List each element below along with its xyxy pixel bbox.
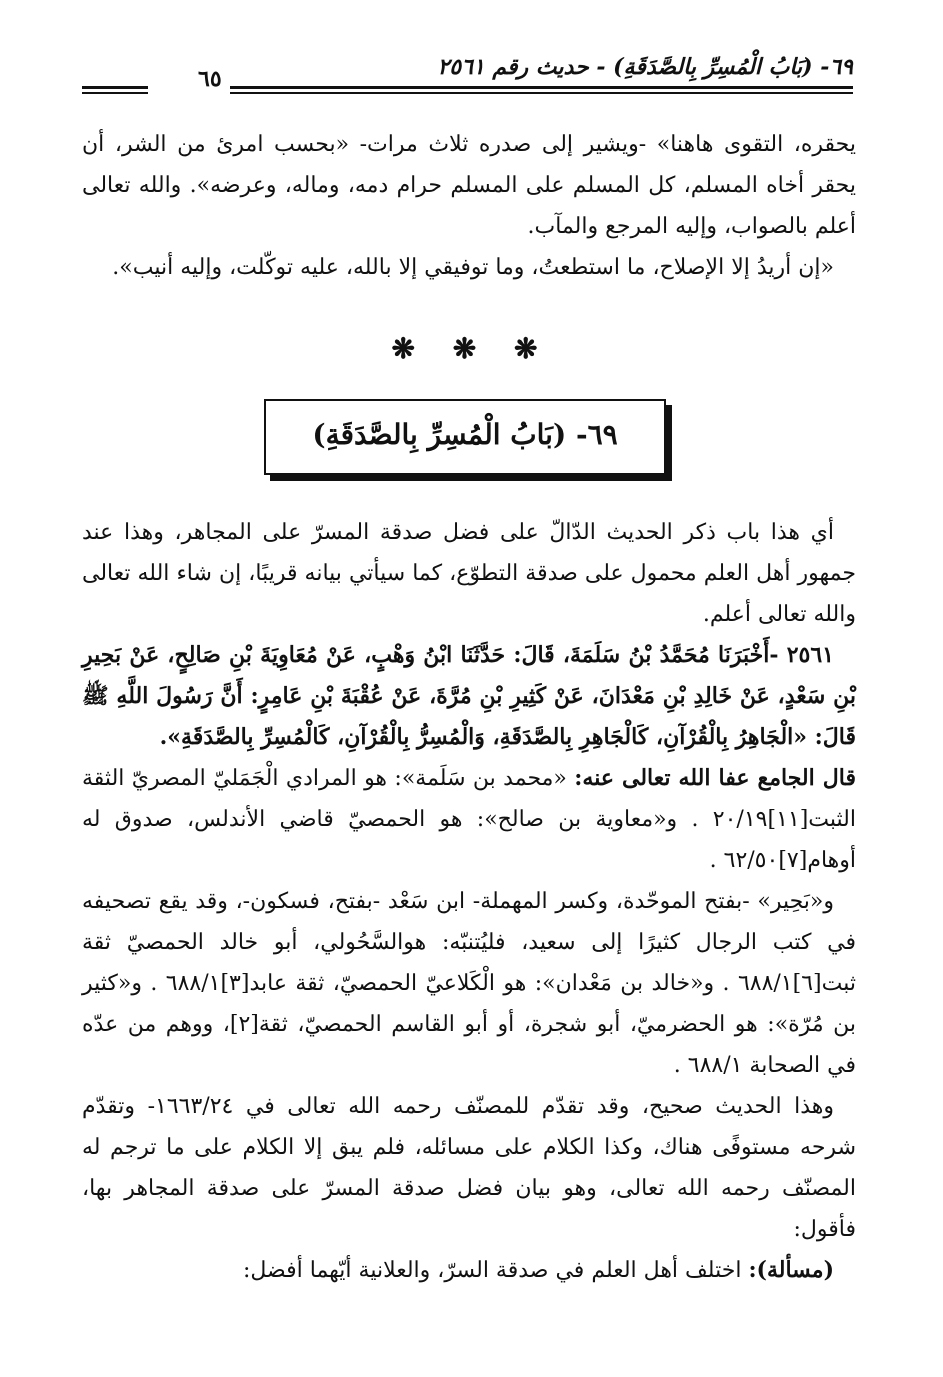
commentary-paragraph-2: و«بَحِير» -بفتح الموحّدة، وكسر المهملة- ابن سَعْد -بفتح، فسكون-، وقد يقع تصحيفه في كتب الرجال كثيرًا إلى سعيد، فليُتنبّه: هوالسَّحُولي، أبو خالد الحمصيّ ثقة ثبت[٦]٦٨٨/١ . و«خالد بن مَعْدان»: هو الْكَلاعيّ الحمصيّ، ثقة عابد[٣]٦٨٨/١ . و«كثير بن مُرّة»: هو الحضرميّ، أبو شجرة، أو أبو القاسم الحمصيّ، ثقة[٢]، ووهم من عدّه في الصحابة ٦٨٨/١ .: [82, 889, 856, 1078]
chapter-title-box: [264, 399, 666, 475]
chapter-body: [82, 512, 856, 1291]
running-title: ٦٩- (بَابُ الْمُسِرِّ بِالصَّدَقَةِ) - حديث رقم ٢٥٦١: [437, 54, 853, 80]
question-lead: (مسألة):: [748, 1257, 834, 1283]
chapter-intro: أي هذا باب ذكر الحديث الدّالّ على فضل صدقة المسرّ على المجاهر، وهذا عند جمهور أهل العلم محمول على صدقة التطوّع، كما سيأتي بيانه قريبًا، إن شاء الله تعالى والله تعالى أعلم.: [82, 520, 856, 627]
closing-supplication: «إن أريدُ إلا الإصلاح، ما استطعتُ، وما توفيقي إلا بالله، عليه توكّلت، وإليه أنيب».: [112, 255, 834, 280]
chapter-title: ٦٩- (بَابُ الْمُسِرِّ بِالصَّدَقَةِ): [312, 418, 618, 451]
section-separator: ❋ ❋ ❋: [391, 332, 552, 365]
commentary-text-1: «محمد بن سَلَمة»: هو المرادي الْجَمَليّ المصريّ الثقة الثبت[١١]٢٠/١٩ . و«معاوية بن صالح»: هو الحمصيّ قاضي الأندلس، صدوق له أوهام[٧]٦٢/٥٠ .: [82, 766, 856, 873]
top-section: [82, 124, 856, 288]
question-text: اختلف أهل العلم في صدقة السرّ، والعلانية أيّهما أفضل:: [242, 1258, 749, 1283]
commentary-lead: قال الجامع عفا الله تعالى عنه:: [574, 765, 856, 791]
hadith-text: ٢٥٦١ -أَخْبَرَنَا مُحَمَّدُ بْنُ سَلَمَةَ، قَالَ: حَدَّثَنَا ابْنُ وَهْبٍ، عَنْ مُعَاوِيَةَ بْنِ صَالِحٍ، عَنْ بَحِيرِ بْنِ سَعْدٍ، عَنْ خَالِدِ بْنِ مَعْدَانَ، عَنْ كَثِيرِ بْنِ مُرَّةَ، عَنْ عُقْبَةَ بْنِ عَامِرٍ: أَنَّ رَسُولَ اللَّهِ ﷺ قَالَ: «الْجَاهِرُ بِالْقُرْآنِ، كَالْجَاهِرِ بِالصَّدَقَةِ، وَالْمُسِرُّ بِالْقُرْآنِ، كَالْمُسِرِّ بِالصَّدَقَةِ».: [82, 642, 856, 750]
question-paragraph: [82, 1250, 856, 1291]
header-rule-left: [82, 86, 148, 96]
closing-paragraph: يحقره، التقوى هاهنا» -ويشير إلى صدره ثلاث مرات- «بحسب امرئ من الشر، أن يحقر أخاه المسلم، كل المسلم على المسلم حرام دمه، وماله، وعرضه». والله تعالى أعلم بالصواب، وإليه المرجع والمآب.: [82, 132, 856, 239]
commentary-paragraph-3: وهذا الحديث صحيح، وقد تقدّم للمصنّف رحمه الله تعالى في ١٦٦٣/٢٤- وتقدّم شرحه مستوفًى هناك، وكذا الكلام على مسائله، فلم يبق إلا الكلام على ما ترجم له المصنّف رحمه الله تعالى، وهو بيان فضل صدقة المسرّ على صدقة المجاهر بها، فأقول:: [82, 1094, 856, 1242]
header-rule-right: [230, 86, 853, 96]
page-number: ٦٥: [198, 66, 222, 92]
commentary-paragraph-1: [82, 758, 856, 881]
